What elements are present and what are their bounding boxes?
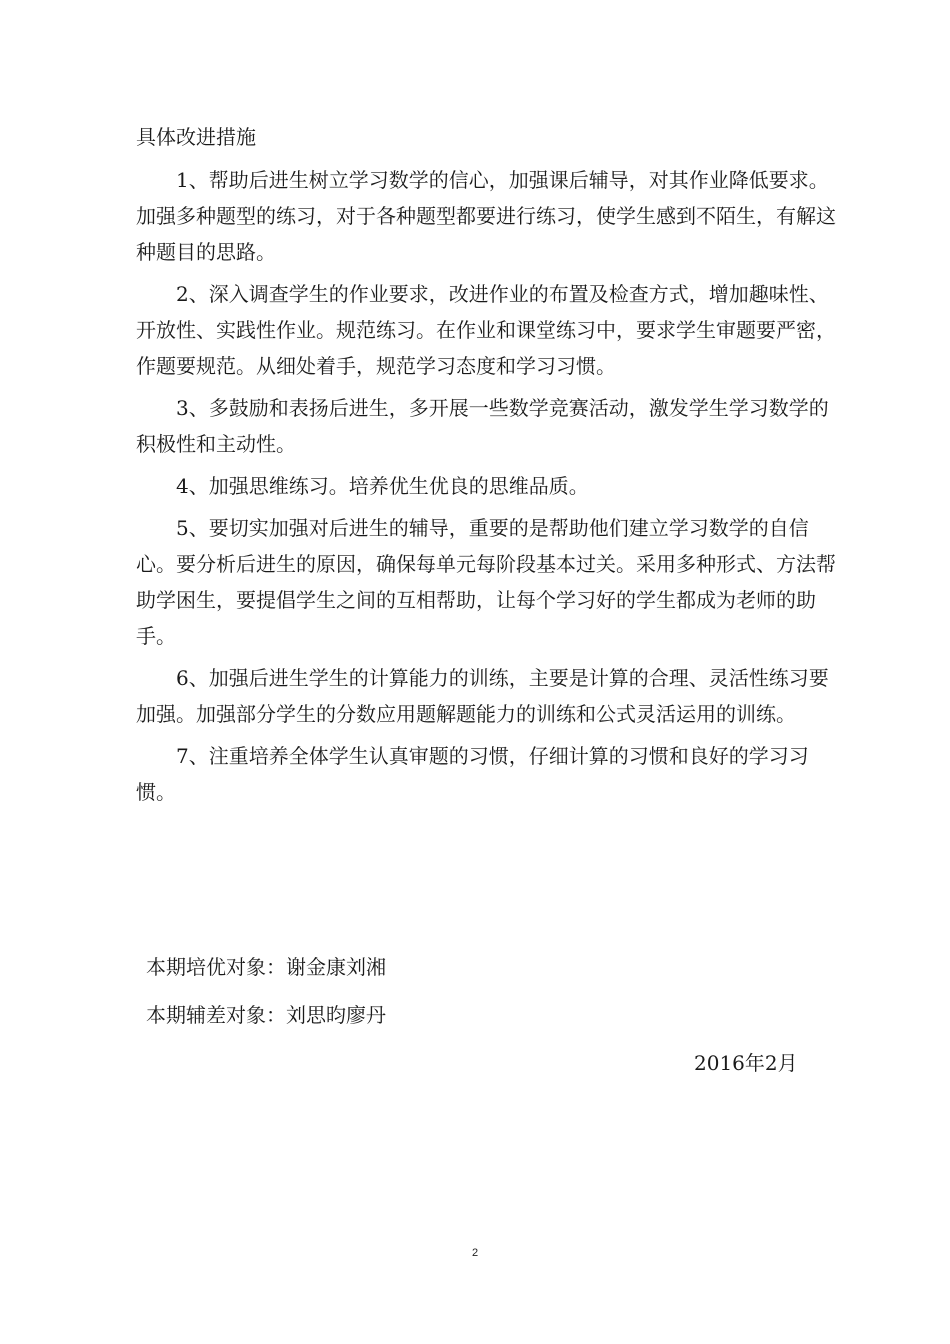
measure-item-6: 6、加强后进生学生的计算能力的训练，主要是计算的合理、灵活性练习要加强。加强部分学生的分数应用题解题能力的训练和公式灵活运用的训练。 — [136, 666, 829, 726]
measure-item-2: 2、深入调查学生的作业要求，改进作业的布置及检查方式，增加趣味性、开放性、实践性作业。规范练习。在作业和课堂练习中，要求学生审题要严密，作题要规范。从细处着手，规范学习态度和学习习惯。 — [136, 282, 836, 378]
section-heading: 具体改进措施 — [136, 125, 256, 149]
measure-item-5: 5、要切实加强对后进生的辅导，重要的是帮助他们建立学习数学的自信心。要分析后进生的原因，确保每单元每阶段基本过关。采用多种形式、方法帮助学困生，要提倡学生之间的互相帮助，让每个学习好的学生都成为老师的助手。 — [136, 516, 836, 648]
measure-item-4: 4、加强思维练习。培养优生优良的思维品质。 — [176, 474, 589, 498]
page-number: 2 — [471, 1247, 479, 1259]
student-targets — [146, 952, 746, 1048]
measure-item-7: 7、注重培养全体学生认真审题的习惯，仔细计算的习惯和良好的学习习惯。 — [136, 744, 809, 804]
support-students-line: 本期辅差对象：刘思昀廖丹 — [146, 1003, 386, 1027]
measure-item-1: 1、帮助后进生树立学习数学的信心，加强课后辅导，对其作业降低要求。加强多种题型的练习，对于各种题型都要进行练习，使学生感到不陌生，有解这种题目的思路。 — [136, 168, 836, 264]
improvement-measures-list — [136, 162, 842, 816]
document-date: 2016年2月 — [694, 1051, 798, 1075]
excellent-students-line: 本期培优对象：谢金康刘湘 — [146, 955, 386, 979]
measure-item-3: 3、多鼓励和表扬后进生，多开展一些数学竞赛活动，激发学生学习数学的积极性和主动性。 — [136, 396, 829, 456]
